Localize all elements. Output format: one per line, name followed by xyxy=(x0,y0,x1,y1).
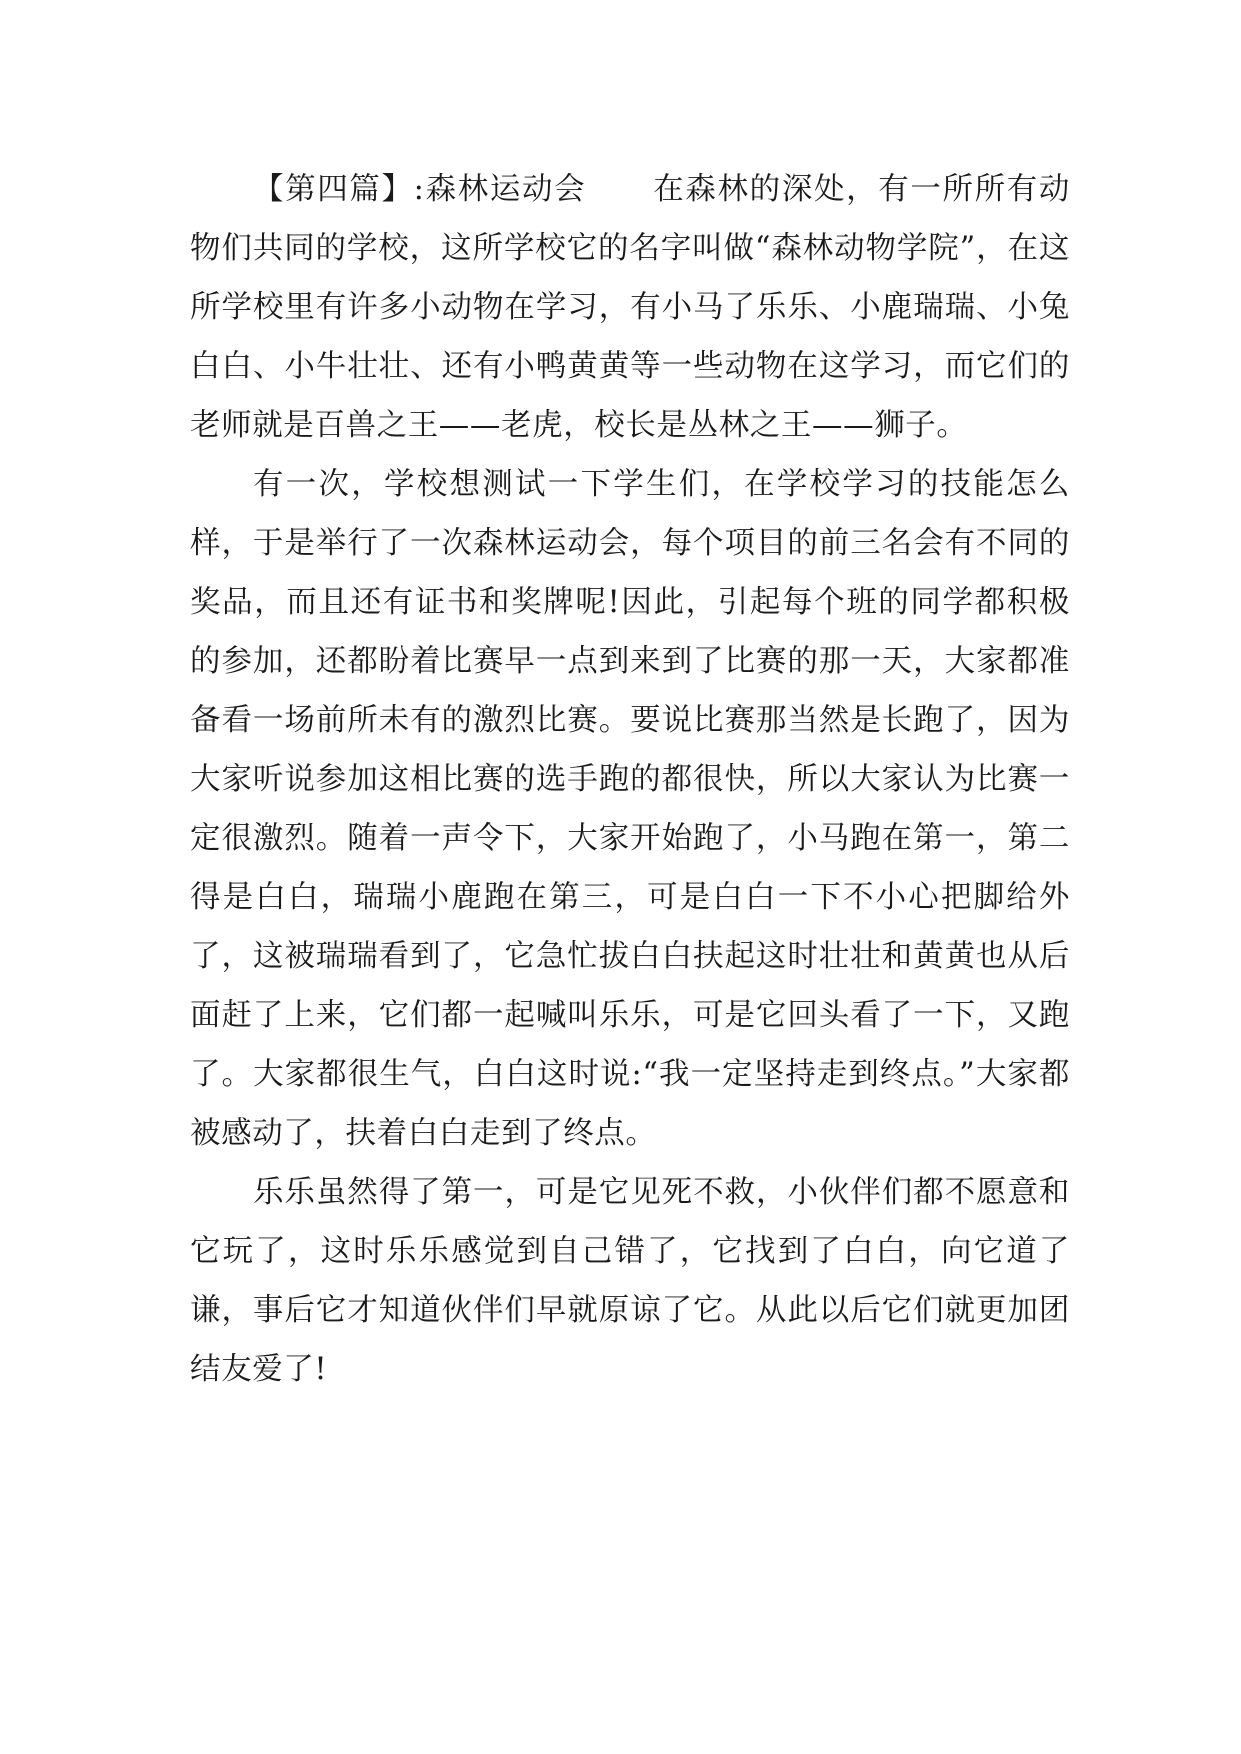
section-heading: 【第四篇】:森林运动会 xyxy=(253,172,587,207)
paragraph-3 xyxy=(190,1163,1070,1399)
paragraph-3-text: 乐乐虽然得了第一，可是它见死不救，小伙伴们都不愿意和它玩了，这时乐乐感觉到自己错了，它找到了白白，向它道了谦，事后它才知道伙伴们早就原谅了它。从此以后它们就更加团结友爱了! xyxy=(190,1175,1070,1387)
document-body xyxy=(190,160,1070,1399)
paragraph-1 xyxy=(190,160,1070,455)
paragraph-2-text: 有一次，学校想测试一下学生们，在学校学习的技能怎么样，于是举行了一次森林运动会，每个项目的前三名会有不同的奖品，而且还有证书和奖牌呢!因此，引起每个班的同学都积极的参加，还都盼着比赛早一点到来到了比赛的那一天，大家都准备看一场前所未有的激烈比赛。要说比赛那当然是长跑了，因为大家听说参加这相比赛的选手跑的都很快，所以大家认为比赛一定很激烈。随着一声令下，大家开始跑了，小马跑在第一，第二得是白白，瑞瑞小鹿跑在第三，可是白白一下不小心把脚给外了，这被瑞瑞看到了，它急忙拔白白扶起这时壮壮和黄黄也从后面赶了上来，它们都一起喊叫乐乐，可是它回头看了一下，又跑了。大家都很生气，白白这时说:“我一定坚持走到终点。”大家都被感动了，扶着白白走到了终点。 xyxy=(190,467,1070,1151)
paragraph-1-text: 在森林的深处，有一所所有动物们共同的学校，这所学校它的名字叫做“森林动物学院”，在这所学校里有许多小动物在学习，有小马了乐乐、小鹿瑞瑞、小兔白白、小牛壮壮、还有小鸭黄黄等一些动物在这学习，而它们的老师就是百兽之王——老虎，校长是丛林之王——狮子。 xyxy=(190,172,1070,443)
paragraph-2 xyxy=(190,455,1070,1163)
